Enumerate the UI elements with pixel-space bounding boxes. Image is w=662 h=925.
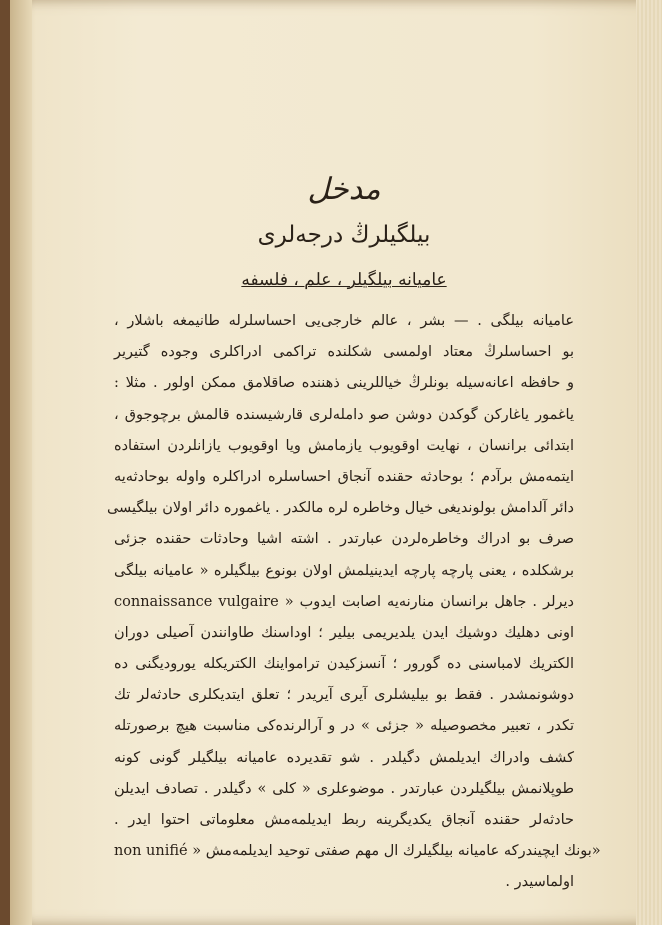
text-line: تکدر ، تعبیر مخصوصیله « جزئی » در و آرالرنده‌کی مناسبت هیچ برصورتله <box>114 718 574 735</box>
text-line: عامیانه بیلگی . — بشر ، عالم خارجی‌یی احساسلرله طانیمغه باشلار ، <box>114 313 574 329</box>
chapter-subtitle: عامیانه بیلگیلر ، علم ، فلسفه <box>241 270 447 290</box>
text-line: اونی دهلیك دوشیك ایدن یلدیریمی بیلیر ؛ اوداسنك طاوانندن آصیلی دوران <box>114 624 574 641</box>
page-edge <box>636 0 662 925</box>
page-spine-shadow <box>10 0 32 925</box>
chapter-title: بیلگیلرڭ درجه‌لری <box>257 222 431 248</box>
book-page <box>10 0 662 925</box>
page-content <box>106 170 601 899</box>
text-line: ایتمه‌مش برآدم ؛ بوحادثه حقنده آنجاق احساسلره ادراکلره واوله بوحادثه‌یه <box>114 468 574 485</box>
text-line: بو احساسلرڭ معتاد اولمسی شکلنده تراکمی ادراکلری وجوده گتیریر <box>114 344 574 361</box>
text-line: صرف بو ادراك وخاطره‌لردن عبارتدر . اشته اشیا وحادثات حقنده جزئی <box>114 531 574 548</box>
text-line: کشف وادراك ایدیلمش دگیلدر . شو تقدیرده عامیانه بیلگیلر گونی کونه <box>114 749 574 766</box>
text-line: یاغمور یاغارکن گوکدن دوشن صو دامله‌لری قارشیسنده قالمش برچوجوق ، <box>114 406 574 423</box>
text-line: برشکلده ، یعنی پارچه پارچه ایدینیلمش اولان بونوع بیلگیلره « عامیانه بیلگی <box>114 562 574 579</box>
text-line: connaissance vulgaire » دیرلر . جاهل برانسان منارنه‌یه اصابت ایدوب <box>114 593 574 610</box>
text-line: ابتدائی برانسان ، نهایت اوقویوب یازمامش ویا اوقویوب یازانلردن استفاده <box>114 437 574 454</box>
text-line: و حافظه اعانه‌سیله بونلرڭ خیاللرینی ذهننده صاقلامق ممکن اولور . مثلا : <box>114 375 574 392</box>
text-line: حادثه‌لر حقنده آنجاق یکدیگرینه ربط ایدیلمه‌مش معلوماتی احتوا ایدر . <box>114 812 574 828</box>
body-text <box>106 306 601 899</box>
text-line: دوشونمشدر . فقط بو بیلیشلری آیری آیریدر ؛ تعلق ایتدیکلری حادثه‌لر تك <box>114 687 574 704</box>
text-line: اولماسیدر . <box>505 874 574 891</box>
text-line: non unifié » بونك ایچیندرکه عامیانه بیلگیلرك ال مهم صفتی توحید ایدیلمه‌مش» <box>114 843 601 860</box>
text-line: دائر آلدامش بولوندیغی خیال وخاطره‌ لره مالکدر . یاغموره دائر اولان بیلگیسی <box>106 500 574 517</box>
text-line: طوپلانمش بیلگیلردن عبارتدر . موضوعلری « کلی » دگیلدر . تصادف ایدیلن <box>114 780 574 797</box>
section-heading: مدخل <box>307 172 381 207</box>
text-line: الكتریك لامباسنی ده گورور ؛ آنسزکیدن ترامواینك الكتریکله یوروديگنی ده <box>114 656 574 673</box>
